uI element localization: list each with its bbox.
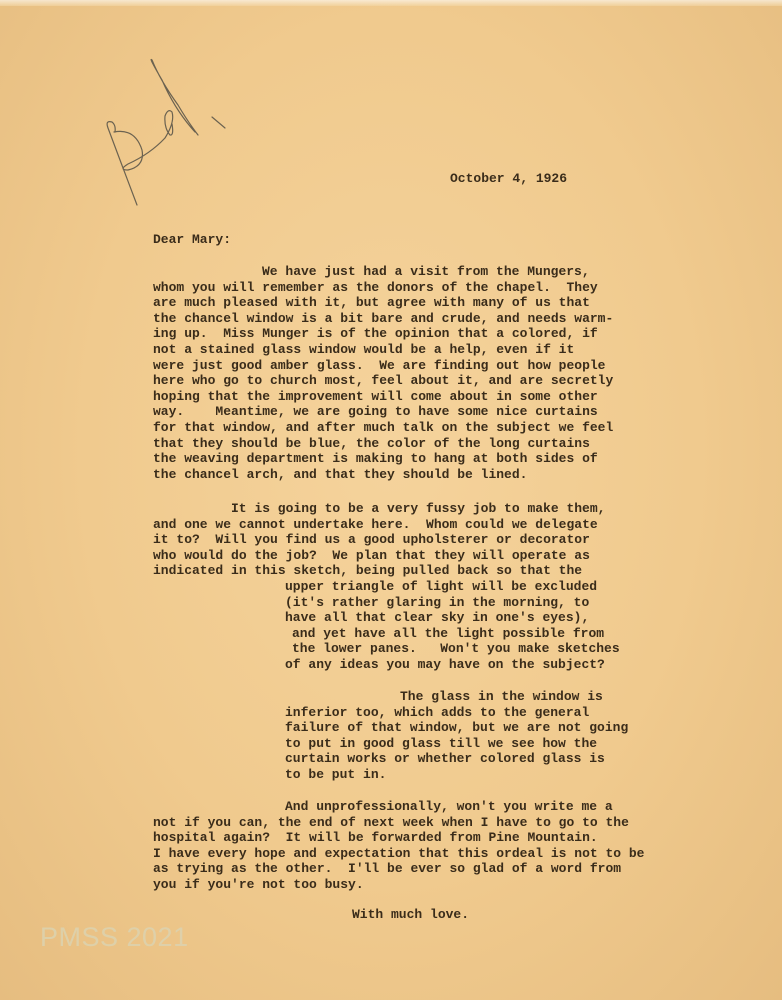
text-line: whom you will remember as the donors of the chapel. They <box>153 279 598 295</box>
text-line: the chancel window is a bit bare and crude, and needs warm- <box>153 310 614 326</box>
paper-edge <box>0 0 782 6</box>
text-line: of any ideas you may have on the subject? <box>285 657 605 672</box>
text-line: (it's rather glaring in the morning, to <box>285 594 590 610</box>
watermark: PMSS 2021 <box>40 922 189 952</box>
text-line: the lower panes. Won't you make sketches <box>292 641 620 657</box>
text-line: We have just had a visit from the Mungers, <box>262 264 590 279</box>
text-line: inferior too, which adds to the general <box>285 704 590 720</box>
text-line: who would do the job? We plan that they will operate as <box>153 547 590 563</box>
text-line: hoping that the improvement will come about in some other <box>153 388 598 404</box>
text-line: that they should be blue, the color of the long curtains <box>153 435 590 451</box>
text-line: for that window, and after much talk on the subject we feel <box>153 420 614 435</box>
text-line: hospital again? It will be forwarded from Pine Mountain. <box>153 830 598 846</box>
text-line: to put in good glass till we see how the <box>285 735 598 751</box>
text-line: here who go to church most, feel about it, and are secretly <box>153 373 614 389</box>
text-line: failure of that window, but we are not going <box>285 720 629 736</box>
text-line: to be put in. <box>285 767 387 782</box>
text-line: it to? Will you find us a good upholsterer or decorator <box>153 532 590 548</box>
text-line: not a stained glass window would be a help, even if it <box>153 342 575 357</box>
text-line: the weaving department is making to hang at both sides of <box>153 451 598 467</box>
text-line: The glass in the window is <box>400 689 603 704</box>
text-line: you if you're not too busy. <box>153 877 364 892</box>
text-line: ing up. Miss Munger is of the opinion that a colored, if <box>153 326 598 342</box>
text-line: way. Meantime, we are going to have some nice curtains <box>153 404 598 420</box>
text-line: are much pleased with it, but agree with many of us that <box>153 295 590 311</box>
text-line: were just good amber glass. We are finding out how people <box>153 357 606 373</box>
letter-date: October 4, 1926 <box>450 171 568 186</box>
text-line: and one we cannot undertake here. Whom could we delegate <box>153 516 598 532</box>
text-line: and yet have all the light possible from <box>292 625 605 641</box>
text-line: I have every hope and expectation that this ordeal is not to be <box>153 845 645 861</box>
closing: With much love. <box>352 907 470 922</box>
text-line: the chancel arch, and that they should be lined. <box>153 466 528 482</box>
text-line: curtain works or whether colored glass is <box>285 751 605 767</box>
handwritten-initials <box>90 50 250 220</box>
text-line: It is going to be a very fussy job to make them, <box>231 501 606 516</box>
text-line: have all that clear sky in one's eyes), <box>285 610 590 626</box>
text-line: not if you can, the end of next week when I have to go to the <box>153 814 629 830</box>
text-line: as trying as the other. I'll be ever so glad of a word from <box>153 861 622 877</box>
text-line: upper triangle of light will be excluded <box>285 579 598 594</box>
salutation: Dear Mary: <box>153 232 232 247</box>
text-line: And unprofessionally, won't you write me a <box>285 799 613 814</box>
text-line: indicated in this sketch, being pulled back so that the <box>153 563 583 579</box>
